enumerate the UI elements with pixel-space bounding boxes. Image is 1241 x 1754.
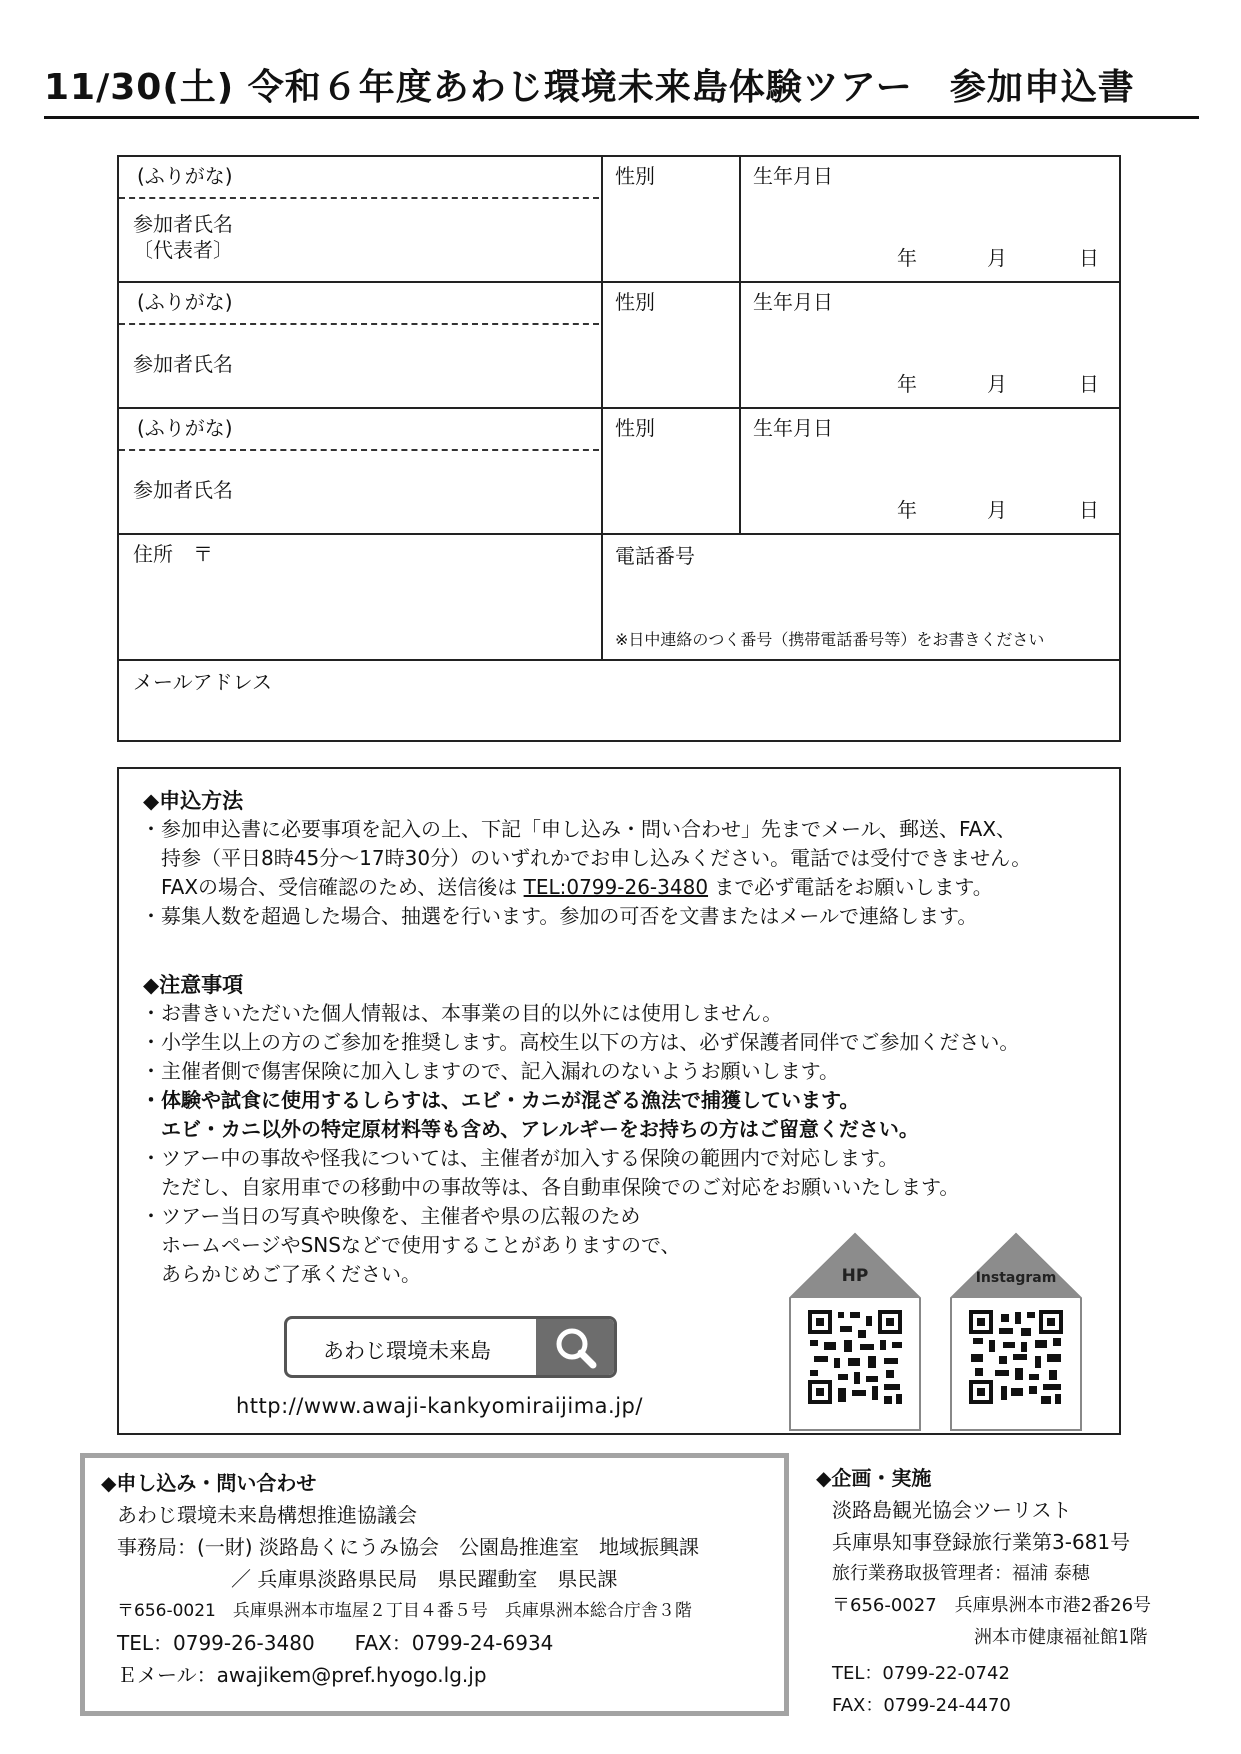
contact-line: あわじ環境未来島構想推進協議会: [117, 1503, 417, 1527]
phone-note: ※日中連絡のつく番号（携帯電話番号等）をお書きください: [615, 630, 1045, 649]
search-button[interactable]: [536, 1319, 614, 1375]
month-label: 月: [987, 246, 1007, 270]
furigana-divider: [119, 449, 599, 451]
furigana-divider: [119, 197, 599, 199]
name-field-3[interactable]: 参加者氏名: [133, 478, 233, 502]
instagram-qr-badge[interactable]: [949, 1232, 1083, 1432]
representative-label: 〔代表者〕: [133, 238, 233, 262]
note-line: ・ツアー当日の写真や映像を、主催者や県の広報のため: [141, 1204, 641, 1228]
hp-qr-code-icon: [788, 1232, 922, 1432]
instagram-label: Instagram: [975, 1270, 1057, 1286]
organizer-line: 淡路島観光協会ツーリスト: [832, 1498, 1072, 1522]
note-line: ただし、自家用車での移動中の事故等は、各自動車保険でのご対応をお願いいたします。: [161, 1175, 960, 1199]
application-form: [117, 155, 1121, 742]
row-divider: [119, 281, 1119, 283]
column-divider: [601, 157, 603, 659]
note-line-allergy: ・体験や試食に使用するしらすは、エビ・カニが混ざる漁法で捕獲しています。: [141, 1088, 860, 1112]
gender-field-3[interactable]: 性別: [615, 416, 655, 440]
organizer-line: 兵庫県知事登録旅行業第3-681号: [832, 1530, 1131, 1554]
search-box[interactable]: [284, 1316, 617, 1378]
organizer-section: [816, 1453, 1196, 1723]
hp-qr-badge[interactable]: [788, 1232, 922, 1432]
organizer-address: 〒656-0027 兵庫県洲本市港2番26号: [832, 1595, 1152, 1616]
furigana-field-3[interactable]: (ふりがな): [137, 416, 233, 440]
organizer-line: 旅行業務取扱管理者：福浦 泰穂: [832, 1563, 1090, 1584]
note-line-allergy: エビ・カニ以外の特定原材料等も含め、アレルギーをお持ちの方はご留意ください。: [161, 1117, 919, 1141]
day-label: 日: [1079, 372, 1099, 396]
apply-line: 持参（平日8時45分～17時30分）のいずれかでお申し込みください。電話では受付できません。: [161, 846, 1032, 870]
column-divider: [739, 157, 741, 533]
apply-line: FAXの場合、受信確認のため、送信後は TEL:0799-26-3480 まで必ず電話をお願いします。: [161, 875, 993, 899]
website-url[interactable]: http://www.awaji-kankyomiraijima.jp/: [236, 1394, 643, 1418]
search-icon: [536, 1319, 614, 1375]
contact-phone-fax[interactable]: TEL：0799-26-3480 FAX：0799-24-6934: [117, 1631, 554, 1655]
hp-label: HP: [841, 1266, 869, 1286]
email-field[interactable]: メールアドレス: [133, 670, 272, 694]
contact-email[interactable]: Ｅメール：awajikem@pref.hyogo.lg.jp: [117, 1663, 487, 1687]
note-line: ・お書きいただいた個人情報は、本事業の目的以外には使用しません。: [141, 1001, 783, 1025]
note-line: あらかじめご了承ください。: [161, 1262, 421, 1286]
note-line: ・ツアー中の事故や怪我については、主催者が加入する保険の範囲内で対応します。: [141, 1146, 899, 1170]
furigana-field-2[interactable]: (ふりがな): [137, 290, 233, 314]
phone-link[interactable]: TEL:0799-26-3480: [523, 875, 709, 899]
page-title: 11/30(土) 令和６年度あわじ環境未来島体験ツアー 参加申込書: [44, 66, 1199, 119]
gender-field-1[interactable]: 性別: [615, 164, 655, 188]
contact-heading: ◆申し込み・問い合わせ: [101, 1471, 317, 1495]
name-field-2[interactable]: 参加者氏名: [133, 352, 233, 376]
note-line: ・小学生以上の方のご参加を推奨します。高校生以下の方は、必ず保護者同伴でご参加ください。: [141, 1030, 1020, 1054]
apply-line: ・参加申込書に必要事項を記入の上、下記「申し込み・問い合わせ」先までメール、郵送、FAX、: [141, 817, 1017, 841]
apply-line: ・募集人数を超過した場合、抽選を行います。参加の可否を文書またはメールで連絡します。: [141, 904, 978, 928]
day-label: 日: [1079, 498, 1099, 522]
year-label: 年: [897, 372, 917, 396]
contact-box: [80, 1453, 789, 1716]
phone-field[interactable]: 電話番号: [615, 544, 695, 568]
year-label: 年: [897, 246, 917, 270]
year-label: 年: [897, 498, 917, 522]
month-label: 月: [987, 372, 1007, 396]
gender-field-2[interactable]: 性別: [615, 290, 655, 314]
info-box: [117, 767, 1121, 1435]
organizer-address: 洲本市健康福祉館1階: [974, 1627, 1148, 1648]
row-divider: [119, 659, 1119, 661]
note-line: ・主催者側で傷害保険に加入しますので、記入漏れのないようお願いします。: [141, 1059, 839, 1083]
instagram-qr-code-icon: [949, 1232, 1083, 1432]
row-divider: [119, 533, 1119, 535]
search-box-text: あわじ環境未来島: [323, 1339, 491, 1363]
row-divider: [119, 407, 1119, 409]
organizer-fax: FAX：0799-24-4470: [832, 1695, 1011, 1716]
contact-line: ／ 兵庫県淡路県民局 県民躍動室 県民課: [231, 1567, 618, 1591]
furigana-divider: [119, 323, 599, 325]
apply-method-heading: ◆申込方法: [143, 789, 244, 813]
month-label: 月: [987, 498, 1007, 522]
address-field[interactable]: 住所 〒: [133, 542, 213, 566]
name-field-representative[interactable]: 参加者氏名: [133, 212, 233, 236]
day-label: 日: [1079, 246, 1099, 270]
organizer-heading: ◆企画・実施: [816, 1466, 932, 1490]
note-line: ホームページやSNSなどで使用することがありますので、: [161, 1233, 681, 1257]
birthday-field-3[interactable]: 生年月日: [753, 416, 833, 440]
furigana-field-1[interactable]: (ふりがな): [137, 164, 233, 188]
birthday-field-2[interactable]: 生年月日: [753, 290, 833, 314]
birthday-field-1[interactable]: 生年月日: [753, 164, 833, 188]
contact-address: 〒656-0021 兵庫県洲本市塩屋２丁目４番５号 兵庫県洲本総合庁舎３階: [117, 1601, 692, 1621]
organizer-phone[interactable]: TEL：0799-22-0742: [832, 1663, 1010, 1684]
notes-heading: ◆注意事項: [143, 973, 244, 997]
contact-line: 事務局：(一財) 淡路島くにうみ協会 公園島推進室 地域振興課: [117, 1535, 699, 1559]
